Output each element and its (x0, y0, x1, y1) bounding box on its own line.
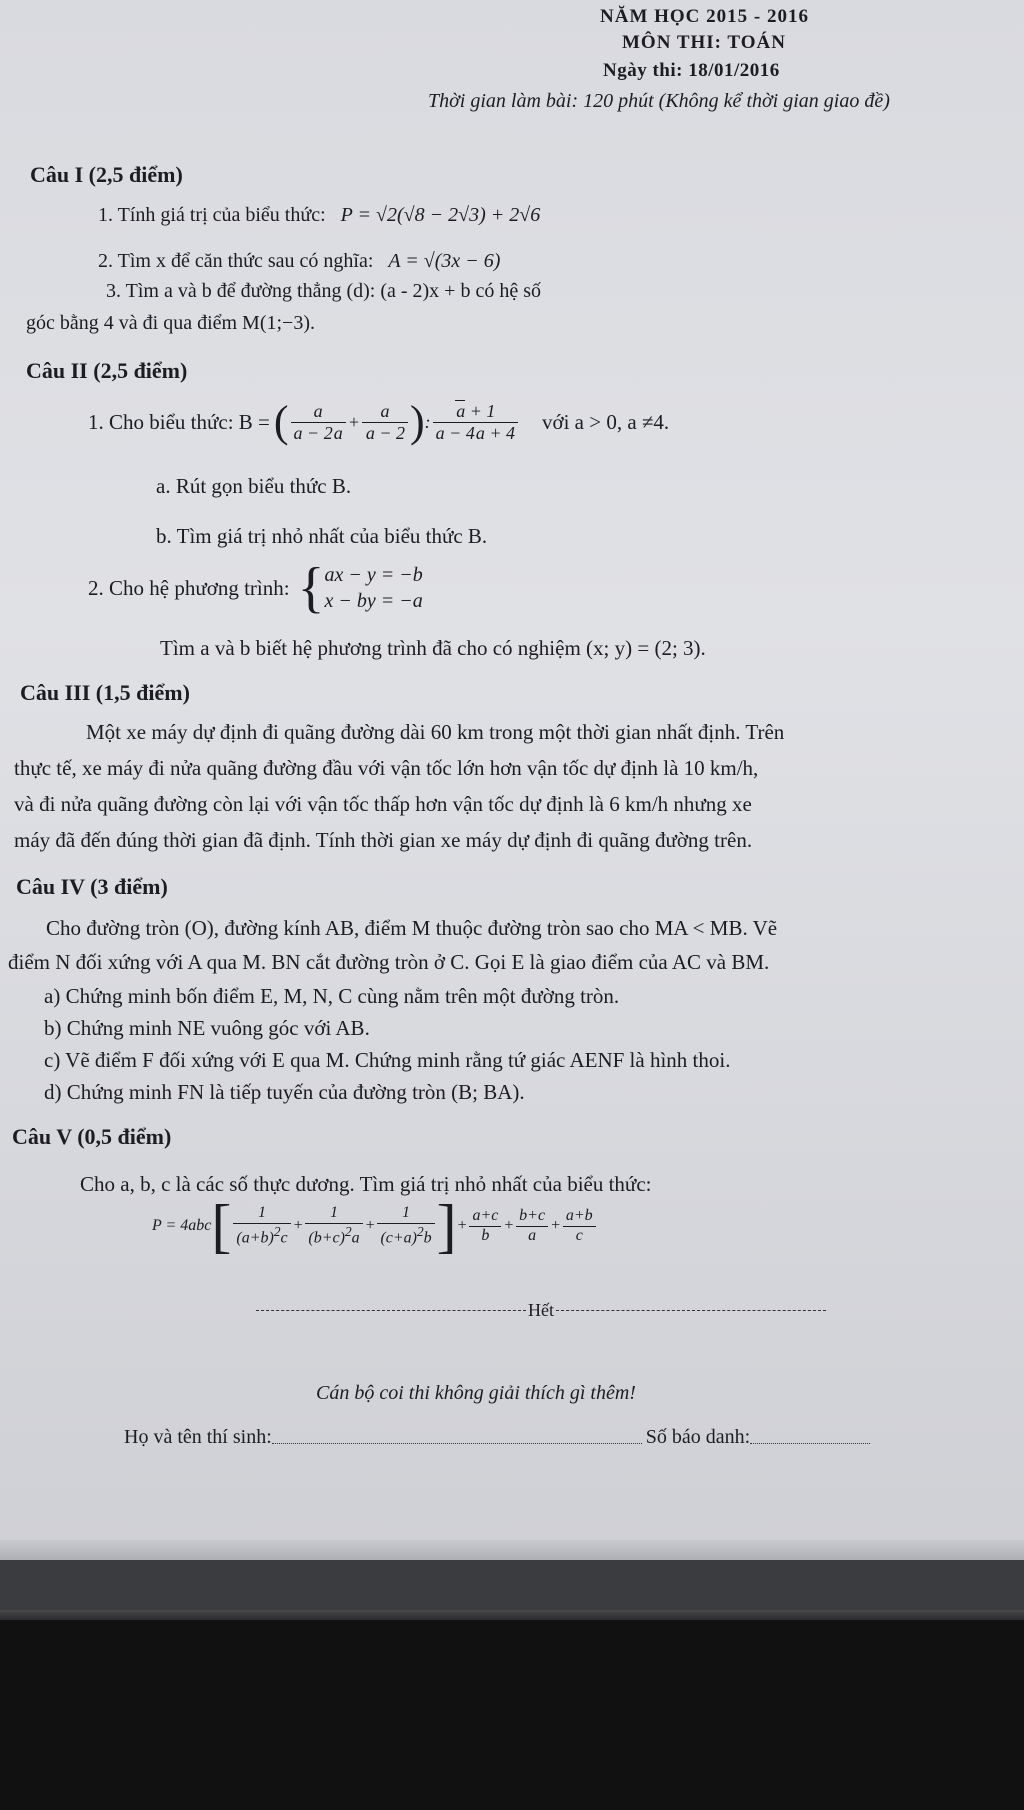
candidate-sbd-field (750, 1443, 870, 1444)
dark-stripe (0, 1560, 1024, 1610)
q1-item2 (98, 250, 500, 273)
q2-item1 (88, 397, 670, 446)
q3-line3: và đi nửa quãng đường còn lại với vận tốc thấp hơn vận tốc dự định là 6 km/h nhưng xe (14, 792, 752, 816)
q3-line4: máy đã đến đúng thời gian đã định. Tính thời gian xe máy dự định đi quãng đường trên. (14, 828, 753, 852)
q1-item3-line1: 3. Tìm a và b để đường thẳng (d): (a - 2)x + b có hệ số (106, 280, 541, 302)
q1-item3-line2: góc bằng 4 và đi qua điểm M(1;−3). (26, 312, 315, 334)
q2-item1-text: 1. Cho biểu thức: B = (88, 409, 270, 434)
exam-date: Ngày thi: 18/01/2016 (603, 60, 780, 81)
q2-system (324, 562, 422, 614)
q1-title (30, 162, 183, 188)
q2-item2: 2. Cho hệ phương trình: { ax − y = −b x − by = −a (88, 557, 423, 619)
q4-part-d: d) Chứng minh FN là tiếp tuyến của đường tròn (B; BA). (44, 1080, 525, 1104)
school-year: NĂM HỌC 2015 - 2016 (600, 6, 809, 27)
q2-item2-text: 2. Cho hệ phương trình: (88, 575, 290, 600)
subject-title: MÔN THI: TOÁN (622, 32, 786, 53)
q4-part-a: a) Chứng minh bốn điểm E, M, N, C cùng nằm trên một đường tròn. (44, 984, 620, 1008)
q2-item1a: a. Rút gọn biểu thức B. (156, 474, 352, 498)
q3-title (20, 680, 190, 706)
q1-item2-formula: A = √(3x − 6) (388, 250, 501, 272)
q1-item2-text: 2. Tìm x để căn thức sau có nghĩa: (98, 250, 374, 272)
q5-title-text: Câu V (0,5 điểm) (12, 1124, 172, 1149)
q5-title (12, 1124, 171, 1150)
q4-title-text: Câu IV (3 điểm) (16, 874, 168, 899)
end-marker (256, 1300, 826, 1321)
candidate-sbd-label: Số báo danh: (645, 1426, 751, 1448)
q2-item1-formula: ( $\frac{a}{a - 2a}$ + $\frac{a}{a - 2}$ ) : $\frac{a + 1}{a - 4a + 4}$ (274, 400, 520, 444)
q2-item2-task: Tìm a và b biết hệ phương trình đã cho có nghiệm (x; y) = (2; 3). (160, 636, 706, 660)
q1-item1-formula: P = √2(√8 − 2√3) + 2√6 (340, 204, 541, 226)
q2-title-text: Câu II (2,5 điểm) (26, 358, 188, 383)
q1-title-text: Câu I (2,5 điểm) (30, 162, 183, 187)
q3-line1: Một xe máy dự định đi quãng đường dài 60 km trong một thời gian nhất định. Trên (86, 720, 785, 744)
exam-duration: Thời gian làm bài: 120 phút (Không kể thời gian giao đề) (428, 90, 890, 112)
q4-title (16, 874, 168, 900)
q5-formula: P = 4abc [ $\frac{1}{(a+b)^2c}$ + $\frac{1}{(b+c)^2a}$ + $\frac{1}{(c+a)^2b}$ ] + $\frac{a+c}{b}$ + $\frac{b+c}{a}$ + $\frac{a+b}{c}$ (152, 1196, 598, 1256)
candidate-name-label: Họ và tên thí sinh: (124, 1426, 272, 1448)
q4-line1: Cho đường tròn (O), đường kính AB, điểm M thuộc đường tròn sao cho MA < MB. Vẽ (46, 916, 778, 940)
q3-line2: thực tế, xe máy đi nửa quãng đường đầu với vận tốc lớn hơn vận tốc dự định là 10 km/h, (14, 756, 759, 780)
candidate-info (124, 1426, 870, 1449)
q1-item1-text: 1. Tính giá trị của biểu thức: (98, 204, 326, 226)
q3-title-text: Câu III (1,5 điểm) (20, 680, 190, 705)
q4-part-b: b) Chứng minh NE vuông góc với AB. (44, 1016, 370, 1040)
q4-part-c: c) Vẽ điểm F đối xứng với E qua M. Chứng minh rằng tứ giác AENF là hình thoi. (44, 1048, 731, 1072)
end-marker-text: Hết (528, 1300, 554, 1320)
q1-item1 (98, 204, 540, 227)
q2-item1b: b. Tìm giá trị nhỏ nhất của biểu thức B. (156, 524, 488, 548)
q2-eq1: ax − y = −b (324, 564, 423, 586)
q2-eq2: x − by = −a (324, 590, 423, 612)
candidate-name-field (272, 1443, 642, 1444)
q2-title (26, 358, 187, 384)
q5-line1: Cho a, b, c là các số thực dương. Tìm giá trị nhỏ nhất của biểu thức: (80, 1172, 652, 1196)
proctor-note: Cán bộ coi thi không giải thích gì thêm! (316, 1382, 636, 1404)
q4-line2: điểm N đối xứng với A qua M. BN cắt đường tròn ở C. Gọi E là giao điểm của AC và BM. (8, 950, 770, 974)
q2-item1-condition: với a > 0, a ≠4. (541, 409, 670, 434)
